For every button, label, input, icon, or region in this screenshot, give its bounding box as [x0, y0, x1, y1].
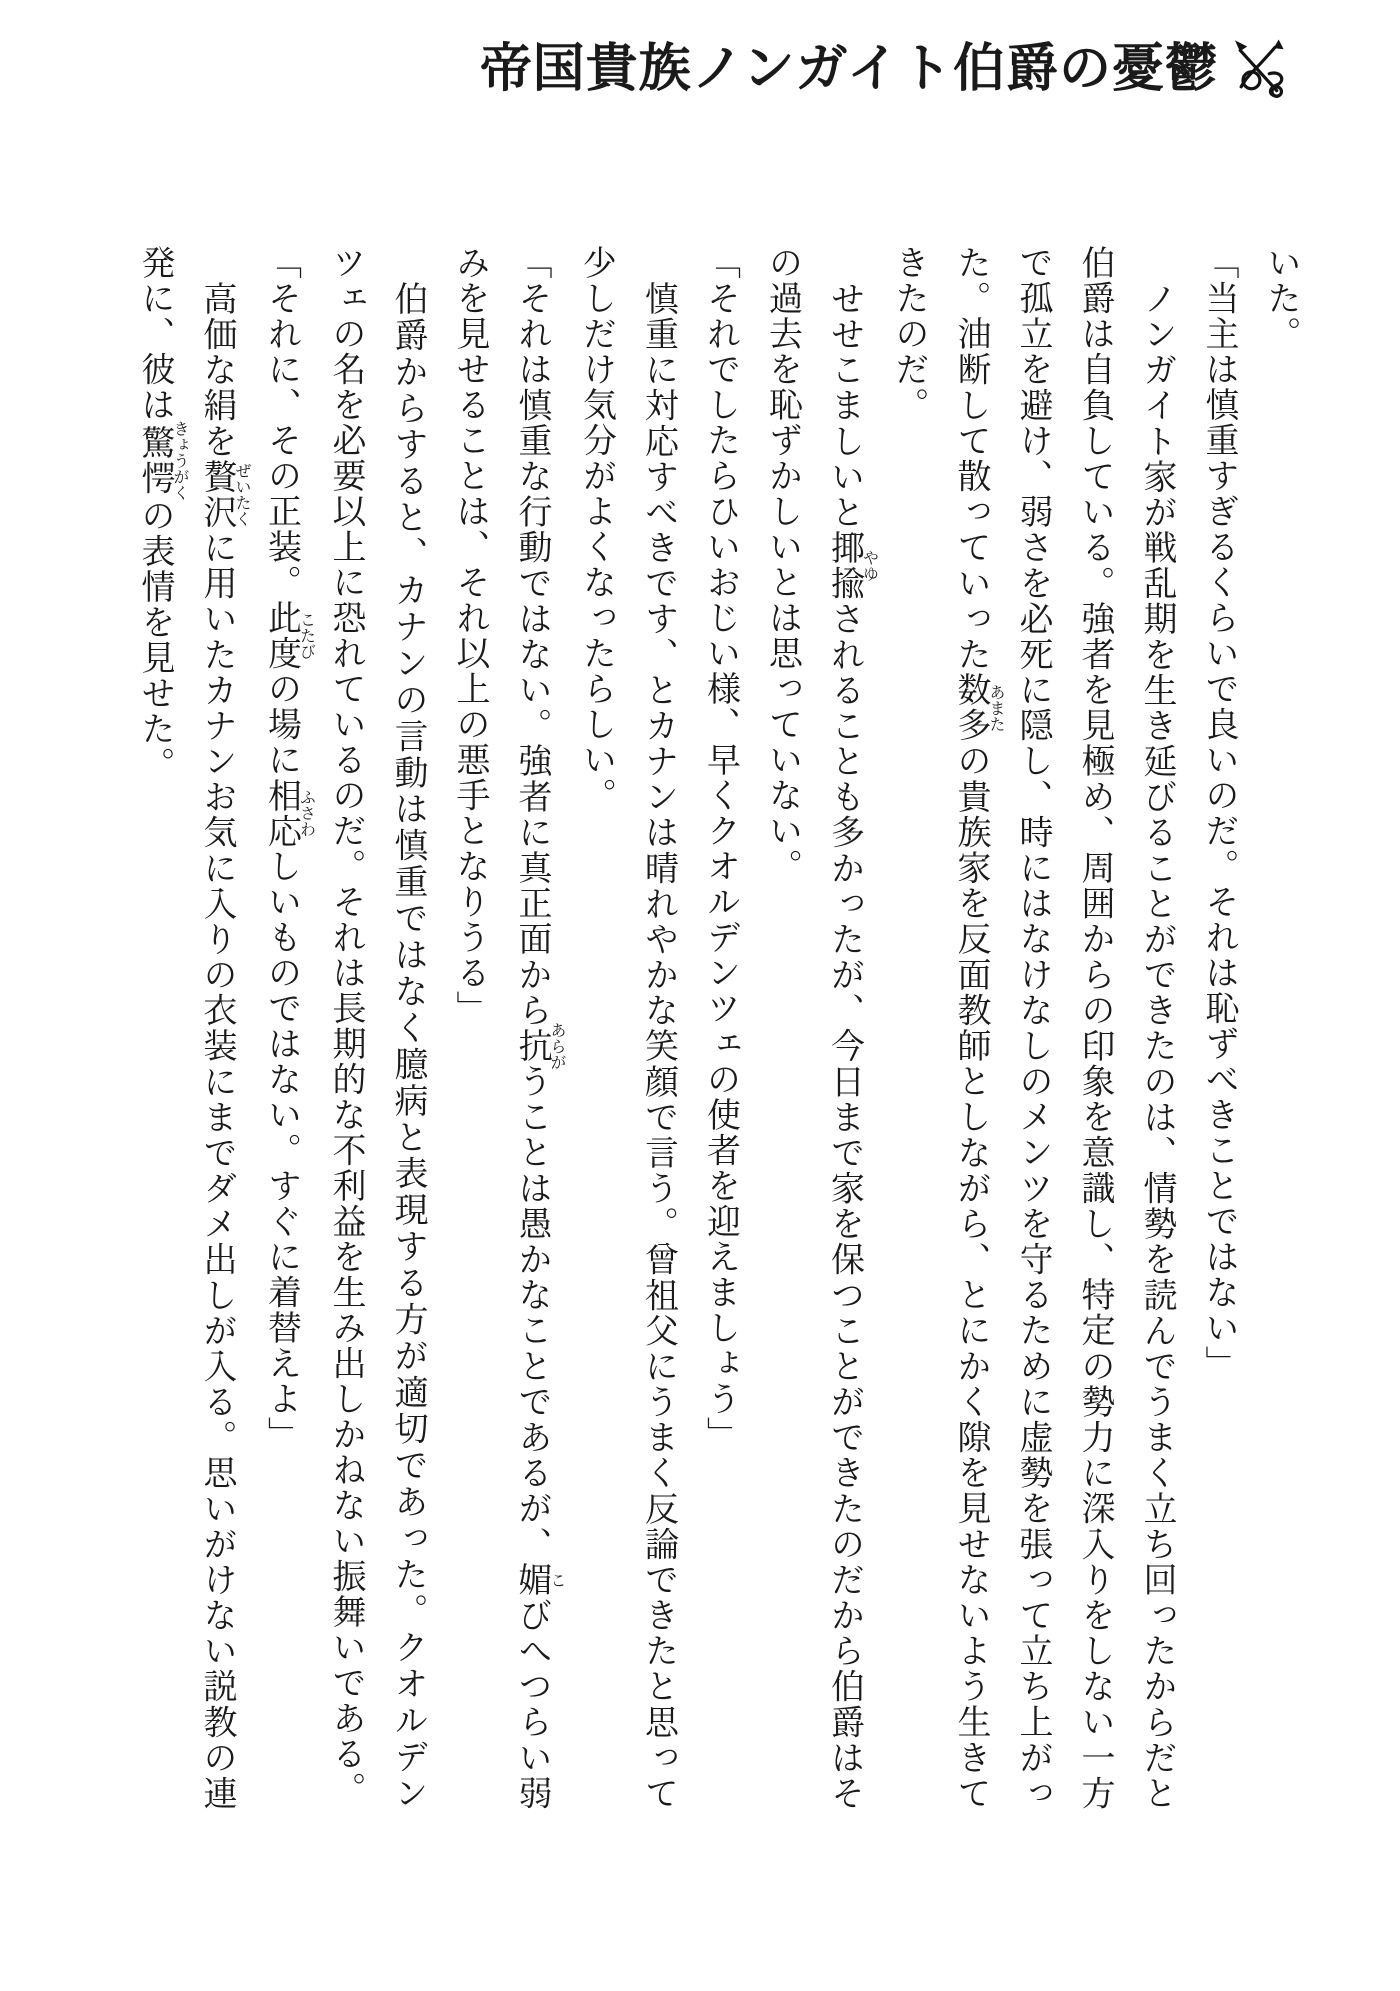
ruby-annotated-word: 此度こたび	[262, 600, 315, 671]
ruby-annotated-word: 媚こ	[513, 1561, 565, 1598]
ruby-annotated-word: 驚愕きょうがく	[136, 420, 188, 501]
text-paragraph-5: 「それでしたらひいおじい様、早くクオルデンツェの使者を迎えましょう」	[701, 245, 739, 1452]
text-paragraph-8: 伯爵からすると、カナンの言動は慎重ではなく臆病と表現する方が適切であった。クオルデンツェの名を必要以上に恐れているのだ。それは長期的な不利益を生み出しかねない振舞いである。	[327, 245, 426, 1811]
novel-text-block	[133, 245, 1311, 1811]
ruby-annotated-word: 揶揄やゆ	[825, 530, 878, 602]
text-paragraph-10: 高価な絹を贅沢ぜいたくに用いたカナンお気に入りの衣装にまでダメ出しが入る。思いがけない説教の連発に、彼は驚愕きょうがくの表情を見せた。	[136, 245, 250, 1812]
text-paragraph-3: ノンガイト家が戦乱期を生き延びることができたのは、情勢を読んでうまく立ち回ったからだと伯爵は自負している。強者を見極め、周囲からの印象を意識し、特定の勢力に深入りをしない一方で孤立を避け、弱さを必死に隠し、時にはなけなしのメンツを守るために虚勢を張って立ち上がった。油断して散っていった数多あまたの貴族家を反面教師としながら、とにかく隙を見せないよう生きてきたのだ。	[890, 245, 1175, 1812]
text-paragraph-4: せせこましいと揶揄やゆされることも多かったが、今日まで家を保つことができたのだから伯爵はその過去を恥ずかしいとは思っていない。	[763, 245, 878, 1812]
ruby-annotated-word: 贅沢ぜいたく	[198, 458, 250, 531]
text-paragraph-7: 「それは慎重な行動ではない。強者に真正面から抗あらがうことは愚かなことであるが、媚こびへつらい弱みを見せることは、それ以上の悪手となりうる」	[451, 245, 565, 1812]
text-paragraph-9: 「それに、その正装。此度こたびの場に相応ふさわしいものではない。すぐに着替えよ」	[262, 245, 315, 1452]
text-paragraph-1: いた。	[1262, 245, 1299, 352]
ruby-annotated-word: 相応ふさわ	[262, 777, 315, 849]
ruby-annotated-word: 抗あらが	[513, 1021, 565, 1070]
text-paragraph-6: 慎重に対応すべきです、とカナンは晴れやかな笑顔で言う。曾祖父にうまく反論できたと思って少しだけ気分がよくなったらしい。	[577, 245, 677, 1811]
ruby-annotated-word: 数多あまた	[952, 672, 1004, 744]
text-paragraph-2: 「当主は慎重すぎるくらいで良いのだ。それは恥ずべきことではない」	[1200, 245, 1237, 1381]
page-title: 帝国貴族ノンガイト伯爵の憂鬱	[479, 41, 1218, 98]
crossed-swords-ornament-icon	[1228, 38, 1288, 102]
page-header	[480, 40, 1288, 102]
